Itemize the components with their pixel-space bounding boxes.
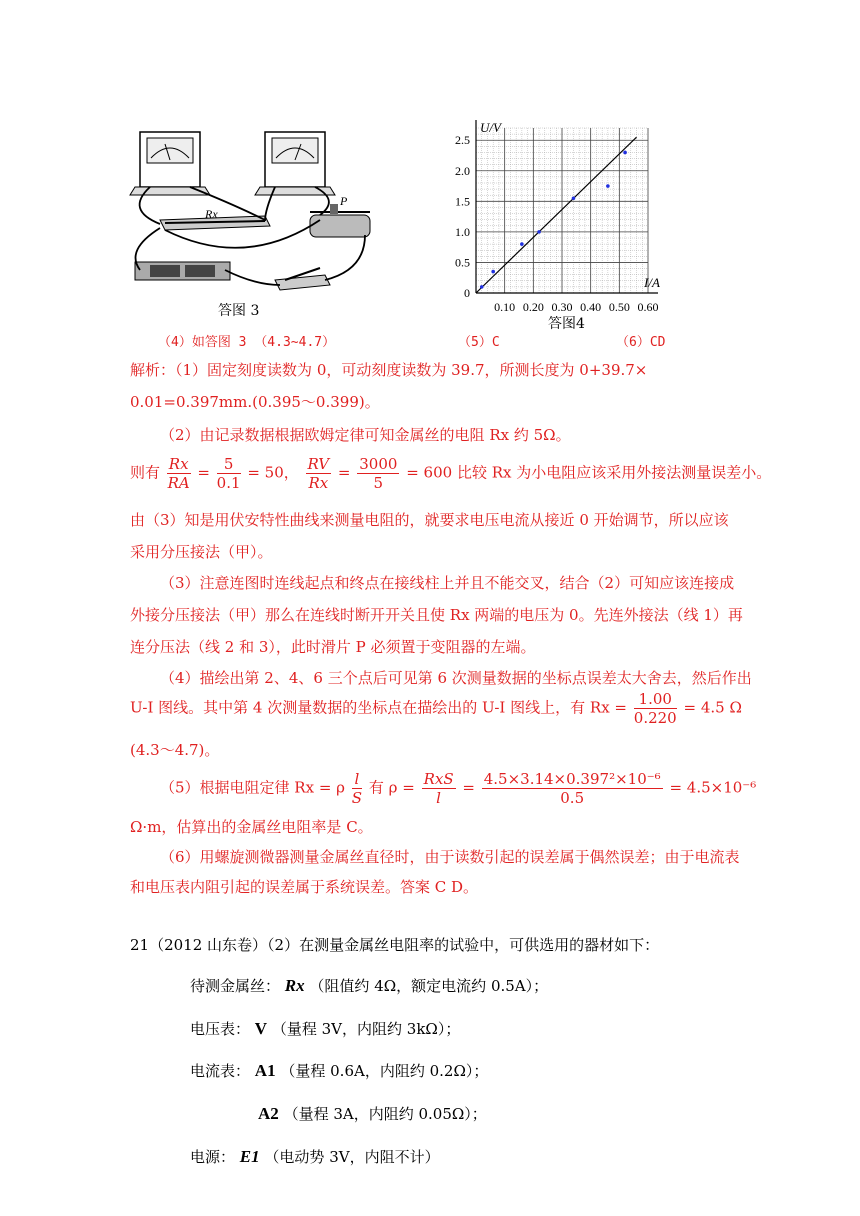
analysis-p3b: 采用分压接法（甲）。 xyxy=(130,543,273,561)
item-symbol: A2 xyxy=(258,1104,279,1123)
item-label: 电流表： xyxy=(190,1062,251,1080)
switch-icon xyxy=(275,268,330,290)
frac-numeric xyxy=(482,770,663,807)
item-symbol: Rx xyxy=(284,976,305,995)
p6-result: = 4.5×10⁻⁶ xyxy=(669,778,757,797)
item-desc: （电动势 3V，内阻不计） xyxy=(264,1148,440,1166)
question-title: 21（2012 山东卷）（2）在测量金属丝电阻率的试验中，可供选用的器材如下： xyxy=(130,936,660,954)
analysis-p5c: (4.3～4.7)。 xyxy=(130,741,220,759)
frac-rv-rx xyxy=(306,455,332,492)
answer-4: （4）如答图 3 （4.3~4.7） xyxy=(158,335,336,350)
battery-icon xyxy=(135,262,230,280)
frac-num: 5 xyxy=(217,455,241,474)
frac-3000-5 xyxy=(357,455,399,492)
analysis-p4c: 连分压法（线 2 和 3），此时滑片 P 必须置于变阻器的左端。 xyxy=(130,638,536,656)
item-label: 电压表： xyxy=(190,1020,251,1038)
data-point xyxy=(480,285,484,289)
answer-5: （5）C xyxy=(458,335,500,350)
analysis-p1a: 解析：（1）固定刻度读数为 0，可动刻度读数为 39.7，所测长度为 0+39.7× xyxy=(130,361,648,379)
analysis-p7b: 和电压表内阻引起的误差属于系统误差。答案 C D。 xyxy=(130,878,479,896)
data-point xyxy=(606,184,610,188)
analysis-p3a: 由（3）知是用伏安特性曲线来测量电阻的，就要求电压电流从接近 0 开始调节，所以应该 xyxy=(130,511,729,529)
frac-num: 3000 xyxy=(359,455,398,473)
x-tick-label: 0.30 xyxy=(551,300,573,314)
figure-4-caption: 答图4 xyxy=(548,316,585,332)
analysis-p6b: Ω·m，估算出的金属丝电阻率是 C。 xyxy=(130,818,373,836)
item-symbol: A1 xyxy=(254,1061,276,1080)
x-tick-label: 0.60 xyxy=(637,300,659,314)
item-symbol: E1 xyxy=(239,1147,260,1166)
frac-rx-ra xyxy=(167,455,191,492)
frac-num: l xyxy=(352,770,362,789)
y-tick-label: 1.0 xyxy=(455,224,470,239)
p5b-text: U-I 图线。其中第 4 次测量数据的坐标点在描绘出的 U-I 图线上，有 Rx = xyxy=(130,698,627,717)
eq1-result2: = 600 xyxy=(406,463,453,482)
frac-den: l xyxy=(436,789,441,807)
y-tick-label: 0 xyxy=(464,286,470,300)
figure-3 xyxy=(125,120,375,320)
data-point xyxy=(537,230,541,234)
frac-num: RxS xyxy=(423,770,454,788)
item-label: 待测金属丝： xyxy=(190,977,281,995)
y-tick-label: 1.5 xyxy=(455,194,470,209)
p5b-result: = 4.5 Ω xyxy=(683,698,742,717)
y-tick-label: 2.5 xyxy=(455,133,470,148)
item-source-e1 xyxy=(190,1146,440,1167)
p6-prefix: （5）根据电阻定律 Rx = ρ xyxy=(160,778,345,797)
data-point xyxy=(520,242,524,246)
figure-4 xyxy=(440,118,680,333)
x-tick-label: 0.40 xyxy=(580,300,602,314)
frac-den: 0.5 xyxy=(560,789,585,807)
x-tick-label: 0.50 xyxy=(608,300,630,314)
item-ammeter-a2 xyxy=(258,1103,487,1124)
eq1-suffix: 比较 Rx 为小电阻应该采用外接法测量误差小。 xyxy=(456,463,772,482)
analysis-p4a: （3）注意连图时连线起点和终点在接线柱上并且不能交叉，结合（2）可知应该连接成 xyxy=(160,574,735,592)
frac-den: RA xyxy=(167,474,190,492)
frac-100-0220 xyxy=(634,690,677,727)
frac-den: S xyxy=(351,789,363,807)
analysis-eq1: 则有 $\frac{Rx}{RA}$ = $\frac{5}{0.1}$ = 50， $\frac{RV}{Rx}$ = $\frac{3000}{5}$ = 600 比较 Rx 为小电阻应该采用外接法测量误差小。 xyxy=(130,455,772,492)
circuit-diagram xyxy=(125,120,375,320)
analysis-p5b xyxy=(130,690,742,727)
ammeter-icon xyxy=(255,132,335,195)
analysis-p5a: （4）描绘出第 2、4、6 三个点后可见第 6 次测量数据的坐标点误差太大舍去，然后作出 xyxy=(160,669,752,687)
analysis-p2: （2）由记录数据根据欧姆定律可知金属丝的电阻 Rx 约 5Ω。 xyxy=(160,426,571,444)
frac-den: 5 xyxy=(373,474,384,492)
item-desc: （量程 3V，内阻约 3kΩ）； xyxy=(271,1020,461,1038)
item-voltmeter xyxy=(190,1018,460,1039)
frac-den: 0.220 xyxy=(633,709,677,727)
frac-5-01 xyxy=(217,455,241,492)
frac-l-s xyxy=(352,770,362,807)
y-tick-label: 2.0 xyxy=(455,163,470,178)
eq1-result1: = 50， xyxy=(247,463,299,482)
frac-num: Rx xyxy=(168,455,189,473)
rheostat-icon xyxy=(310,194,370,237)
frac-num: 1.00 xyxy=(634,690,677,709)
data-point xyxy=(572,196,576,200)
voltmeter-icon xyxy=(130,132,210,195)
frac-rxs-l xyxy=(422,770,456,807)
x-axis-label: I/A xyxy=(644,275,660,290)
frac-num: 4.5×3.14×0.397²×10⁻⁶ xyxy=(483,770,661,788)
frac-num: RV xyxy=(307,455,330,473)
item-ammeter-a1 xyxy=(190,1060,488,1081)
p6-mid: 有 ρ = xyxy=(368,778,415,797)
analysis-p1b: 0.01=0.397mm.(0.395～0.399)。 xyxy=(130,393,380,411)
frac-den: 0.1 xyxy=(216,474,241,492)
analysis-p4b: 外接分压接法（甲）那么在连线时断开开关且使 Rx 两端的电压为 0。先连外接法（线 1）再 xyxy=(130,606,743,624)
item-desc: （量程 0.6A，内阻约 0.2Ω）； xyxy=(280,1062,489,1080)
item-rx xyxy=(190,975,548,996)
item-desc: （量程 3A，内阻约 0.05Ω）； xyxy=(283,1105,487,1123)
x-tick-label: 0.20 xyxy=(522,300,544,314)
frac-den: Rx xyxy=(308,474,329,492)
figure-3-caption: 答图 3 xyxy=(218,303,260,319)
resistor-board xyxy=(160,207,270,230)
rx-label: Rx xyxy=(205,207,218,221)
ui-chart xyxy=(440,118,680,333)
analysis-p7a: （6）用螺旋测微器测量金属丝直径时，由于读数引起的误差属于偶然误差；由于电流表 xyxy=(160,848,740,866)
item-label: 电源： xyxy=(190,1148,236,1166)
eq1-prefix: 则有 xyxy=(130,463,161,482)
y-axis-label: U/V xyxy=(480,120,501,135)
analysis-p6 xyxy=(160,770,756,807)
item-desc: （阻值约 4Ω，额定电流约 0.5A）； xyxy=(309,977,549,995)
p6-eq: = xyxy=(462,778,475,797)
answer-6: （6）CD xyxy=(616,335,666,350)
data-point xyxy=(491,270,495,274)
x-tick-label: 0.10 xyxy=(494,300,516,314)
item-symbol: V xyxy=(254,1019,268,1038)
p-label: P xyxy=(340,194,348,208)
data-point xyxy=(623,151,627,155)
y-tick-label: 0.5 xyxy=(455,255,470,270)
